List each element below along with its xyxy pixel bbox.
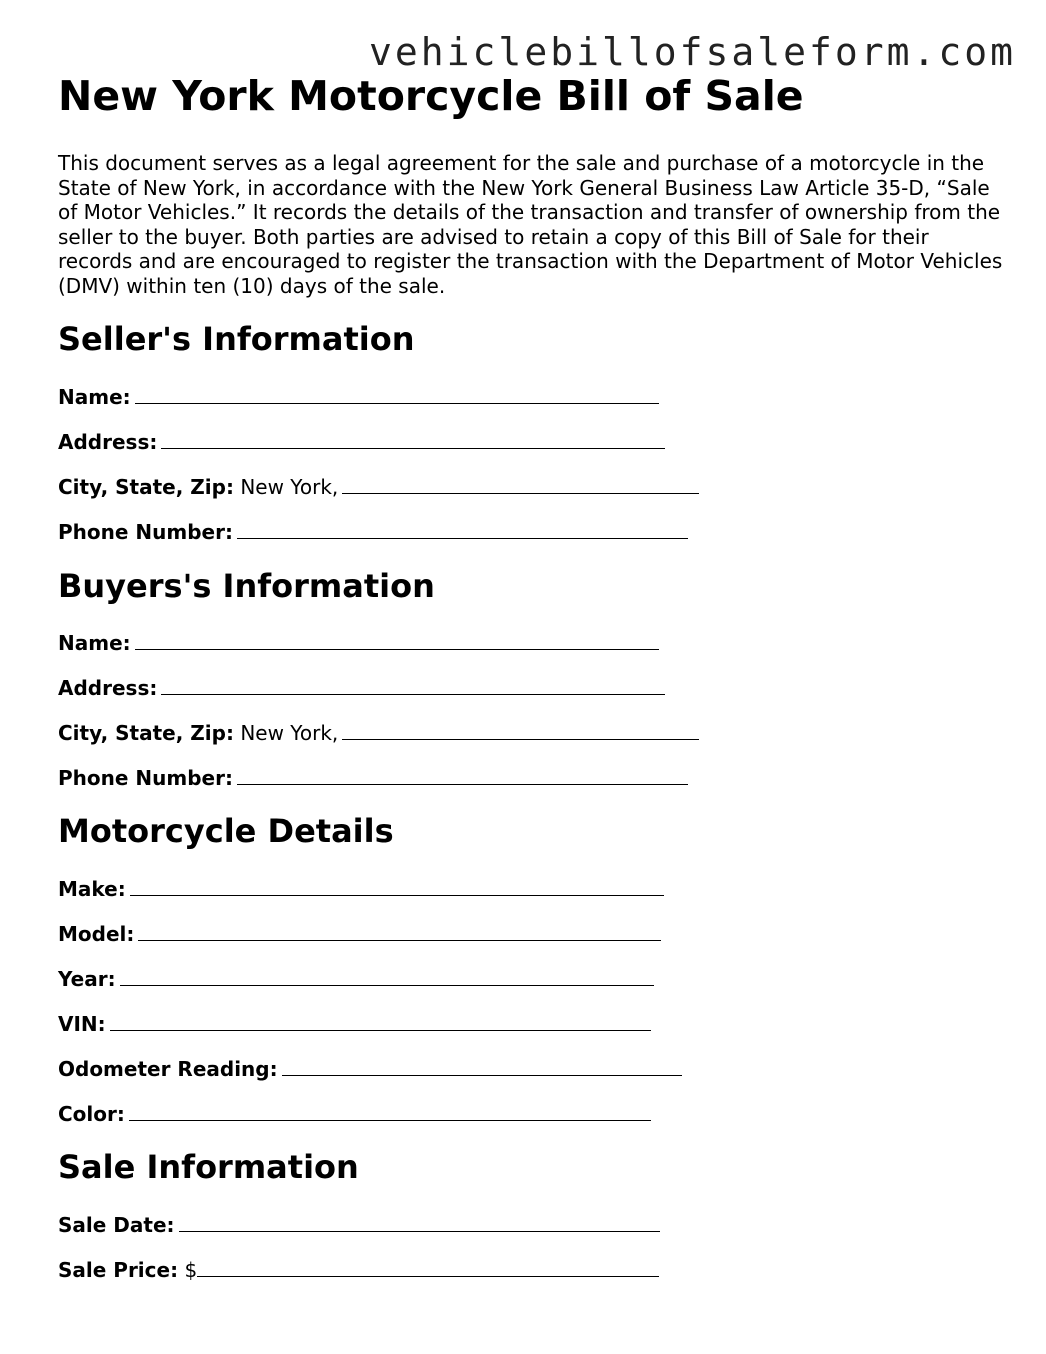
odometer-field: [58, 1055, 682, 1083]
sale-section-heading: Sale Information: [58, 1148, 359, 1186]
sale-date-blank[interactable]: [179, 1211, 660, 1232]
site-watermark: vehiclebillofsaleform.com: [369, 30, 1016, 74]
buyer-city-field: [58, 719, 699, 747]
buyer-address-label: Address:: [58, 676, 158, 700]
year-field: [58, 965, 654, 993]
buyer-name-label: Name:: [58, 631, 131, 655]
sale-price-label: Sale Price:: [58, 1258, 179, 1282]
buyer-city-prefix: New York,: [240, 721, 339, 745]
seller-name-blank[interactable]: [135, 383, 659, 404]
model-blank[interactable]: [138, 920, 661, 941]
vin-label: VIN:: [58, 1012, 106, 1036]
seller-phone-label: Phone Number:: [58, 520, 233, 544]
model-field: [58, 920, 661, 948]
buyer-phone-label: Phone Number:: [58, 766, 233, 790]
buyer-section-heading: Buyers's Information: [58, 567, 435, 605]
document-title: New York Motorcycle Bill of Sale: [58, 72, 804, 120]
seller-city-field: [58, 473, 699, 501]
buyer-address-field: [58, 674, 665, 702]
intro-paragraph: This document serves as a legal agreement for the sale and purchase of a motorcycle in the State of New York, in accordance with the New York General Business Law Article 35-D, “Sale of Motor Vehicles.” It records the details of the transaction and transfer of ownership from the seller to the buyer. Both parties are advised to retain a copy of this Bill of Sale for their records and are encouraged to register the transaction with the Department of Motor Vehicles (DMV) within ten (10) days of the sale.: [58, 151, 1003, 298]
sale-price-blank[interactable]: [197, 1256, 659, 1277]
sale-price-field: [58, 1256, 659, 1284]
odometer-blank[interactable]: [282, 1055, 682, 1076]
buyer-phone-field: [58, 764, 688, 792]
sale-date-field: [58, 1211, 660, 1239]
model-label: Model:: [58, 922, 135, 946]
year-blank[interactable]: [120, 965, 654, 986]
color-label: Color:: [58, 1102, 125, 1126]
seller-phone-field: [58, 518, 688, 546]
seller-city-label: City, State, Zip:: [58, 475, 234, 499]
seller-address-field: [58, 428, 665, 456]
make-field: [58, 875, 664, 903]
seller-section-heading: Seller's Information: [58, 320, 415, 358]
seller-name-field: [58, 383, 659, 411]
buyer-city-blank[interactable]: [342, 719, 699, 740]
color-field: [58, 1100, 651, 1128]
seller-address-label: Address:: [58, 430, 158, 454]
seller-address-blank[interactable]: [161, 428, 665, 449]
buyer-city-label: City, State, Zip:: [58, 721, 234, 745]
color-blank[interactable]: [129, 1100, 651, 1121]
seller-name-label: Name:: [58, 385, 131, 409]
sale-price-currency: $: [184, 1258, 198, 1282]
seller-city-prefix: New York,: [240, 475, 339, 499]
year-label: Year:: [58, 967, 116, 991]
buyer-address-blank[interactable]: [161, 674, 665, 695]
odometer-label: Odometer Reading:: [58, 1057, 278, 1081]
motorcycle-section-heading: Motorcycle Details: [58, 812, 394, 850]
vin-blank[interactable]: [110, 1010, 651, 1031]
buyer-name-field: [58, 629, 659, 657]
buyer-phone-blank[interactable]: [237, 764, 688, 785]
seller-phone-blank[interactable]: [237, 518, 688, 539]
seller-city-blank[interactable]: [342, 473, 699, 494]
vin-field: [58, 1010, 651, 1038]
buyer-name-blank[interactable]: [135, 629, 659, 650]
make-blank[interactable]: [130, 875, 664, 896]
make-label: Make:: [58, 877, 126, 901]
sale-date-label: Sale Date:: [58, 1213, 175, 1237]
